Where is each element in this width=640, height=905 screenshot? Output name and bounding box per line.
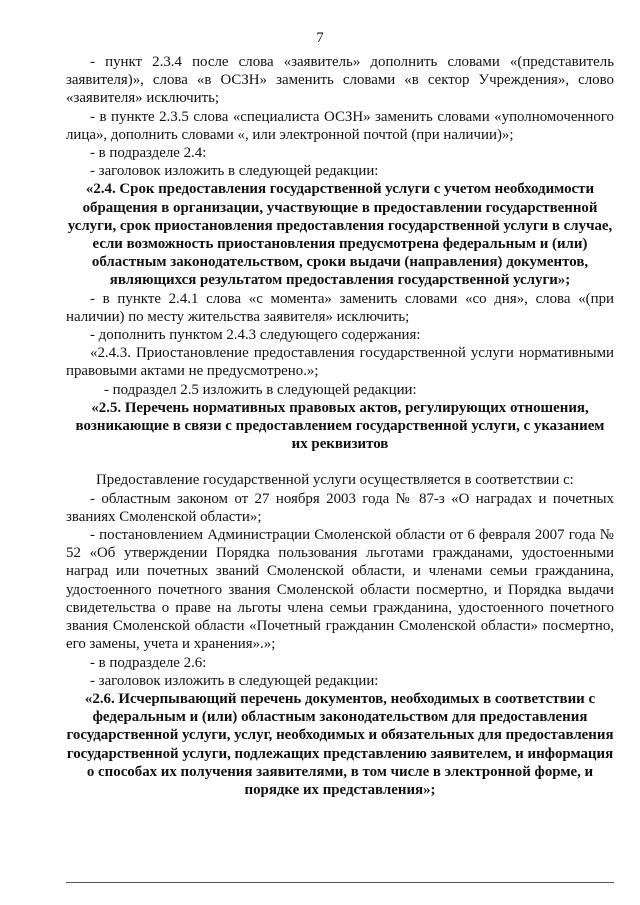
paragraph-2-4-1: - в пункте 2.4.1 слова «с момента» заменить словами «со дня», слова «(при наличии) по месту жительства заявителя» исключить; <box>66 290 614 325</box>
paragraph-2-3-4: - пункт 2.3.4 после слова «заявитель» дополнить словами «(представитель заявителя)», слова «в ОСЗН» заменить словами «в сектор Учреждения», слово «заявителя» исключить; <box>66 54 614 107</box>
paragraph-add-2-4-3: - дополнить пунктом 2.4.3 следующего содержания: <box>90 327 421 344</box>
paragraph-regional-law: - областным законом от 27 ноября 2003 года № 87-з «О наградах и почетных званиях Смоленской области»; <box>66 490 614 525</box>
paragraph-heading-intro-2: - заголовок изложить в следующей редакции: <box>90 672 379 689</box>
heading-2-4: «2.4. Срок предоставления государственной услуги с учетом необходимости обращения в организации, участвующие в предоставлении государственной услуги, срок приостановления предоставления государственной услуги в случае, если возможность приостановления предусмотрена федеральным и (или) областным законодательством, сроки выдачи (направления) документов, являющихся результатом предоставления государственной услуги»; <box>67 181 613 289</box>
paragraph-subsection-2-5: - подраздел 2.5 изложить в следующей редакции: <box>104 381 417 398</box>
paragraph-subsection-2-6: - в подразделе 2.6: <box>90 654 207 671</box>
paragraph-legal-basis: Предоставление государственной услуги осуществляется в соответствии с: <box>96 472 574 489</box>
spacer <box>66 453 614 471</box>
paragraph-2-3-5: - в пункте 2.3.5 слова «специалиста ОСЗН» заменить словами «уполномоченного лица», дополнить словами «, или электронной почтой (при наличии)»; <box>66 108 614 143</box>
footer-divider <box>66 882 614 883</box>
heading-2-5: «2.5. Перечень нормативных правовых актов, регулирующих отношения, возникающие в связи с предоставлением государственной услуги, с указанием их реквизитов <box>75 399 605 453</box>
paragraph-subsection-2-4: - в подразделе 2.4: <box>90 145 207 162</box>
paragraph-heading-intro-1: - заголовок изложить в следующей редакции: <box>90 163 379 180</box>
paragraph-2-4-3: «2.4.3. Приостановление предоставления государственной услуги нормативными правовыми актами не предусмотрено.»; <box>66 345 614 380</box>
page-number: 7 <box>316 30 324 46</box>
paragraph-resolution: - постановлением Администрации Смоленской области от 6 февраля 2007 года № 52 «Об утверждении Порядка пользования льготами гражданами, удостоенными наград или почетных званий Смоленской области, и членами семьи гражданина, удостоенного почетного звания Смоленской области посмертно, и Порядка выдачи свидетельства о праве на льготы члена семьи гражданина, удостоенного почетного звания Смоленской области «Почетный гражданин Смоленской области» посмертно, его замены, учета и хранения».»; <box>66 527 614 653</box>
heading-2-6: «2.6. Исчерпывающий перечень документов, необходимых в соответствии с федеральным и (или) областным законодательством для предоставления государственной услуги, услуг, необходимых и обязательных для предоставления государственной услуги, подлежащих представлению заявителем, и информация о способах их получения заявителями, в том числе в электронной форме, и порядке их представления»; <box>66 690 614 798</box>
document-body <box>66 53 614 799</box>
